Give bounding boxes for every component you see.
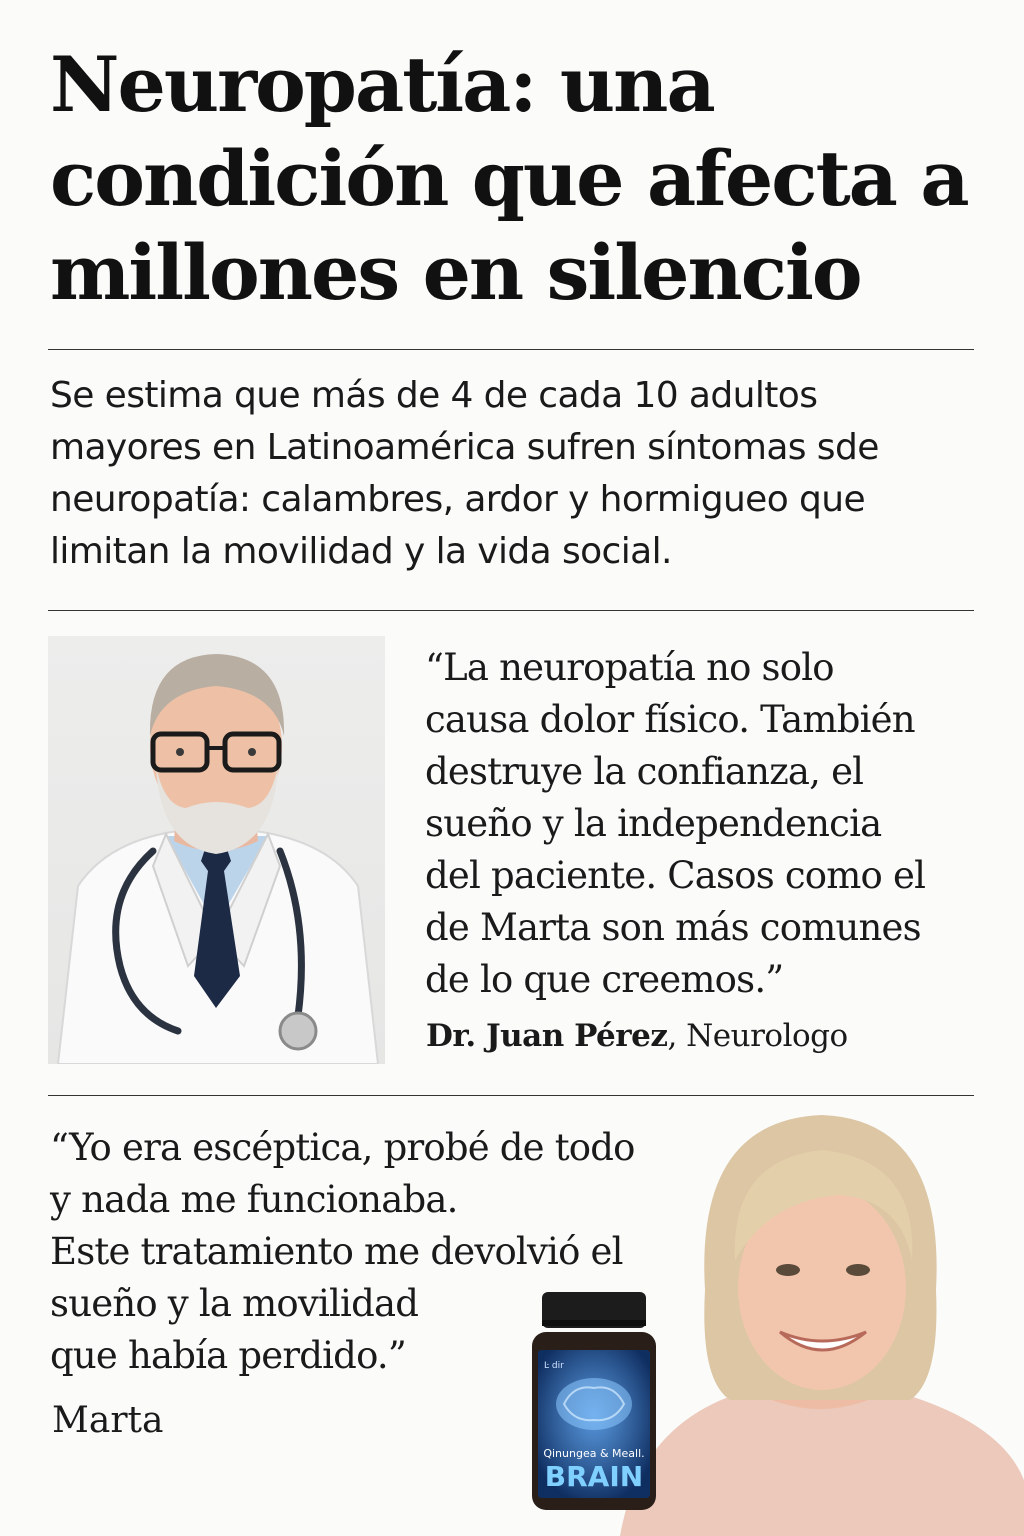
divider <box>48 349 974 350</box>
quote-line: sueño y la movilidad <box>50 1282 419 1325</box>
intro-line: mayores en Latinoamérica sufren síntomas sde <box>50 427 879 468</box>
quote-line: de Marta son más comunes <box>425 906 921 949</box>
headline <box>50 38 990 320</box>
quote-line: sueño y la independencia <box>425 802 882 845</box>
intro-line: limitan la movilidad y la vida social. <box>50 531 672 572</box>
quote-line: destruye la confianza, el <box>425 750 864 793</box>
divider <box>48 1095 974 1096</box>
patient-name: Marta <box>52 1400 164 1441</box>
doctor-quote <box>425 642 985 1006</box>
patient-illustration <box>600 1100 1024 1536</box>
doctor-title: , Neurologo <box>667 1018 848 1054</box>
patient-photo <box>600 1100 1024 1536</box>
quote-line: y nada me funcionaba. <box>50 1178 458 1221</box>
doctor-illustration <box>48 636 385 1064</box>
bottle-illustration <box>530 1292 658 1510</box>
intro-line: Se estima que más de 4 de cada 10 adultos <box>50 375 818 416</box>
divider <box>48 610 974 611</box>
headline-line: condición que afecta a <box>50 134 968 223</box>
brain-icon <box>556 1378 632 1430</box>
intro-line: neuropatía: calambres, ardor y hormigueo que <box>50 479 865 520</box>
headline-line: millones en silencio <box>50 228 861 317</box>
supplement-bottle <box>530 1292 658 1510</box>
quote-line: Este tratamiento me devolvió el <box>50 1230 623 1273</box>
bottle-brand: BRAIN <box>544 1460 644 1493</box>
intro-paragraph <box>50 370 970 578</box>
bottle-small-label: Ŀ dir <box>544 1361 564 1371</box>
quote-line: “Yo era escéptica, probé de todo <box>50 1126 635 1169</box>
quote-line: del paciente. Casos como el <box>425 854 926 897</box>
quote-line: causa dolor físico. También <box>425 698 915 741</box>
doctor-photo <box>48 636 385 1064</box>
doctor-credit <box>426 1018 848 1054</box>
doctor-name: Dr. Juan Pérez <box>426 1018 668 1054</box>
quote-line: “La neuropatía no solo <box>425 646 834 689</box>
bottle-label-line: Qinungea & Meall. <box>543 1447 645 1460</box>
quote-line: de lo que creemos.” <box>425 958 784 1001</box>
headline-line: Neuropatía: una <box>50 40 714 129</box>
quote-line: que había perdido.” <box>50 1334 406 1377</box>
